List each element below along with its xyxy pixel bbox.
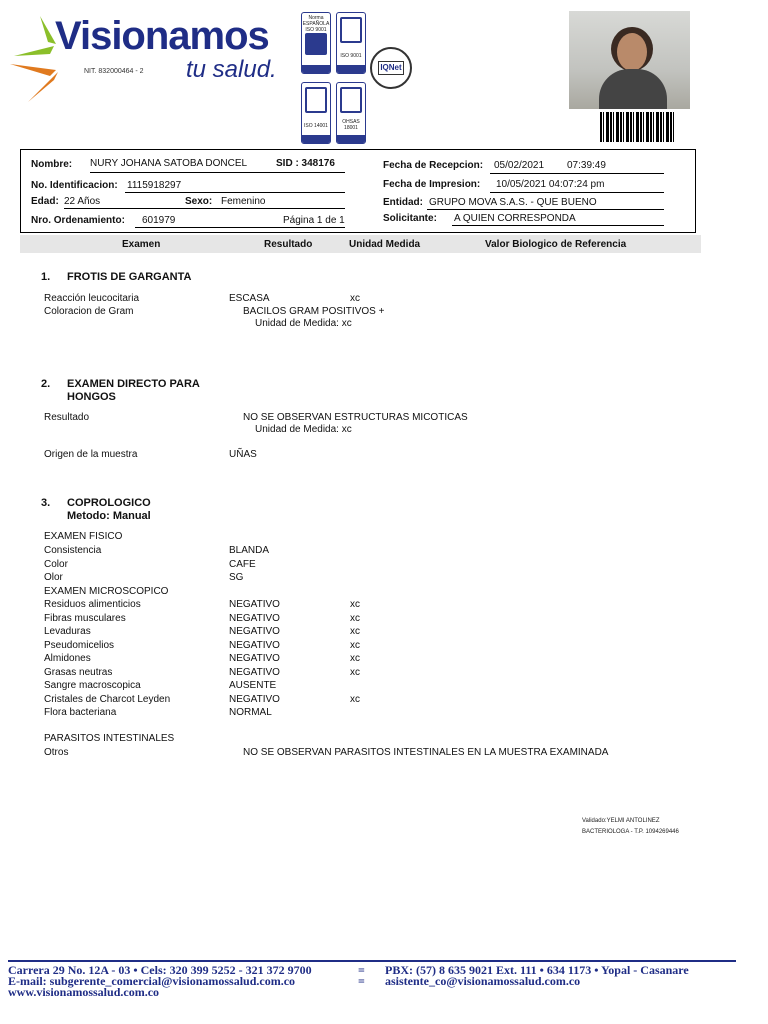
validado-by: Validado:YELMI ANTOLINEZ	[582, 818, 660, 824]
validado-title: BACTERIOLOGA - T.P. 1094269446	[582, 829, 679, 835]
test-result: NO SE OBSERVAN ESTRUCTURAS MICOTICAS	[243, 412, 468, 423]
recepcion-fecha: 05/02/2021	[494, 160, 545, 171]
solicitante-label: Solicitante:	[383, 213, 437, 224]
section-method: Metodo: Manual	[67, 510, 151, 522]
certification-badge-3	[301, 82, 331, 144]
header-valor: Valor Biologico de Referencia	[485, 239, 627, 250]
patient-photo	[569, 11, 690, 109]
badge-foot	[337, 65, 365, 73]
badge-caption: Norma ESPAÑOLA ISO 9001	[302, 15, 330, 33]
header-resultado: Resultado	[264, 239, 313, 250]
certification-badge-1	[301, 12, 331, 74]
icontec-c-icon	[305, 87, 327, 113]
test-result: NEGATIVO	[229, 693, 280, 705]
test-result: CAFE	[229, 558, 256, 570]
test-unit: xc	[350, 653, 360, 664]
nombre-label: Nombre:	[31, 159, 73, 170]
test-name: Otros	[44, 747, 69, 758]
logo-mark-icon	[10, 16, 60, 106]
test-name: Cristales de Charcot Leyden	[44, 693, 171, 705]
section-title: EXAMEN DIRECTO PARA	[67, 378, 200, 390]
test-name: Resultado	[44, 412, 90, 423]
icontec-logo-icon	[305, 33, 327, 55]
nombre-value: NURY JOHANA SATOBA DONCEL	[90, 158, 248, 169]
logo-name: Visionamos	[55, 14, 269, 58]
seal-label: IQNet	[378, 61, 404, 75]
footer-sep: =	[358, 963, 365, 977]
test-name: Grasas neutras	[44, 666, 113, 678]
footer	[8, 965, 738, 998]
test-subunit: Unidad de Medida: xc	[255, 318, 352, 329]
logo-nit: NIT. 832000464 - 2	[84, 68, 144, 75]
test-name: Olor	[44, 572, 63, 583]
test-result: ESCASA	[229, 293, 270, 304]
test-unit: xc	[350, 666, 360, 678]
entidad-label: Entidad:	[383, 197, 423, 208]
page-indicator: Página 1 de 1	[283, 215, 345, 226]
test-result: UÑAS	[229, 449, 257, 460]
footer-address: Carrera 29 No. 12A - 03 • Cels: 320 399 5252 - 321 372 9700	[8, 963, 312, 977]
test-subunit: Unidad de Medida: xc	[255, 424, 352, 435]
test-unit: xc	[350, 612, 360, 624]
test-result: NEGATIVO	[229, 612, 280, 624]
test-result: NEGATIVO	[229, 639, 280, 651]
section-title: FROTIS DE GARGANTA	[67, 271, 192, 283]
test-name: Pseudomicelios	[44, 639, 115, 651]
test-unit: xc	[350, 599, 360, 610]
section-number: 3.	[41, 497, 51, 509]
results-header	[20, 235, 701, 253]
solicitante-value: A QUIEN CORRESPONDA	[454, 213, 576, 224]
id-label: No. Identificacion:	[31, 180, 118, 191]
badge-caption: ISO 14001	[304, 123, 328, 129]
impresion-value: 10/05/2021 04:07:24 pm	[496, 179, 605, 190]
edad-label: Edad:	[31, 196, 59, 207]
badge-foot	[302, 65, 330, 73]
test-unit: xc	[350, 293, 360, 304]
test-name: Origen de la muestra	[44, 449, 138, 460]
test-unit: xc	[350, 626, 360, 637]
test-name: Flora bacteriana	[44, 707, 117, 718]
sexo-value: Femenino	[221, 196, 266, 207]
test-name: Fibras musculares	[44, 612, 126, 624]
footer-divider	[8, 960, 736, 962]
test-name: Coloracion de Gram	[44, 306, 134, 317]
sid-label: SID : 348176	[276, 158, 335, 169]
id-value: 1115918297	[127, 180, 182, 191]
badge-foot	[337, 135, 365, 143]
section-title-line2: HONGOS	[67, 391, 116, 403]
edad-value: 22 Años	[64, 196, 101, 207]
impresion-label: Fecha de Impresion:	[383, 179, 481, 190]
icontec-c-icon	[340, 17, 362, 43]
footer-website[interactable]: www.visionamossalud.com.co	[8, 985, 160, 999]
icontec-c-icon	[340, 87, 362, 113]
test-unit: xc	[350, 639, 360, 651]
logo-tagline: tu salud.	[186, 56, 277, 83]
test-result: NEGATIVO	[229, 599, 280, 610]
test-result: BLANDA	[229, 545, 270, 556]
footer-email[interactable]: E-mail: subgerente_comercial@visionamossalud.com.co	[8, 974, 296, 988]
header-unidad: Unidad Medida	[349, 239, 421, 250]
test-result: SG	[229, 572, 244, 583]
header-examen: Examen	[122, 239, 161, 250]
entidad-value: GRUPO MOVA S.A.S. - QUE BUENO	[429, 197, 597, 208]
test-result: NORMAL	[229, 707, 272, 718]
test-name: Sangre macroscopica	[44, 680, 141, 691]
section-title: COPROLOGICO	[67, 497, 151, 509]
recepcion-label: Fecha de Recepcion:	[383, 160, 484, 171]
iqnet-seal-icon	[370, 47, 412, 89]
sexo-label: Sexo:	[185, 196, 213, 207]
test-name: Color	[44, 558, 68, 570]
orden-value: 601979	[142, 215, 176, 226]
badge-caption: OHSAS 18001	[342, 119, 360, 131]
test-name: Residuos alimenticios	[44, 599, 141, 610]
test-name: Consistencia	[44, 545, 102, 556]
section-number: 2.	[41, 378, 51, 390]
badge-caption: ISO 9001	[340, 53, 362, 59]
footer-pbx: PBX: (57) 8 635 9021 Ext. 111 • 634 1173 • Yopal - Casanare	[385, 963, 689, 977]
subsection-fisico: EXAMEN FISICO	[44, 531, 123, 542]
test-name: Almidones	[44, 653, 91, 664]
certification-badge-4	[336, 82, 366, 144]
test-unit: xc	[350, 693, 360, 705]
test-result: AUSENTE	[229, 680, 277, 691]
certification-badge-2	[336, 12, 366, 74]
section-number: 1.	[41, 271, 51, 283]
test-result: NEGATIVO	[229, 653, 280, 664]
subsection-parasitos: PARASITOS INTESTINALES	[44, 733, 175, 744]
footer-email-2[interactable]: asistente_co@visionamossalud.com.co	[385, 974, 581, 988]
test-result: NEGATIVO	[229, 666, 280, 678]
test-result: NEGATIVO	[229, 626, 280, 637]
footer-sep: =	[358, 974, 365, 988]
subsection-microscopico: EXAMEN MICROSCOPICO	[44, 585, 169, 597]
badge-foot	[302, 135, 330, 143]
orden-label: Nro. Ordenamiento:	[31, 215, 125, 226]
test-name: Levaduras	[44, 626, 91, 637]
barcode-icon	[600, 112, 676, 142]
recepcion-hora: 07:39:49	[567, 160, 606, 171]
test-name: Reacción leucocitaria	[44, 293, 140, 304]
test-result: NO SE OBSERVAN PARASITOS INTESTINALES EN LA MUESTRA EXAMINADA	[243, 747, 609, 758]
test-result: BACILOS GRAM POSITIVOS +	[243, 306, 385, 317]
